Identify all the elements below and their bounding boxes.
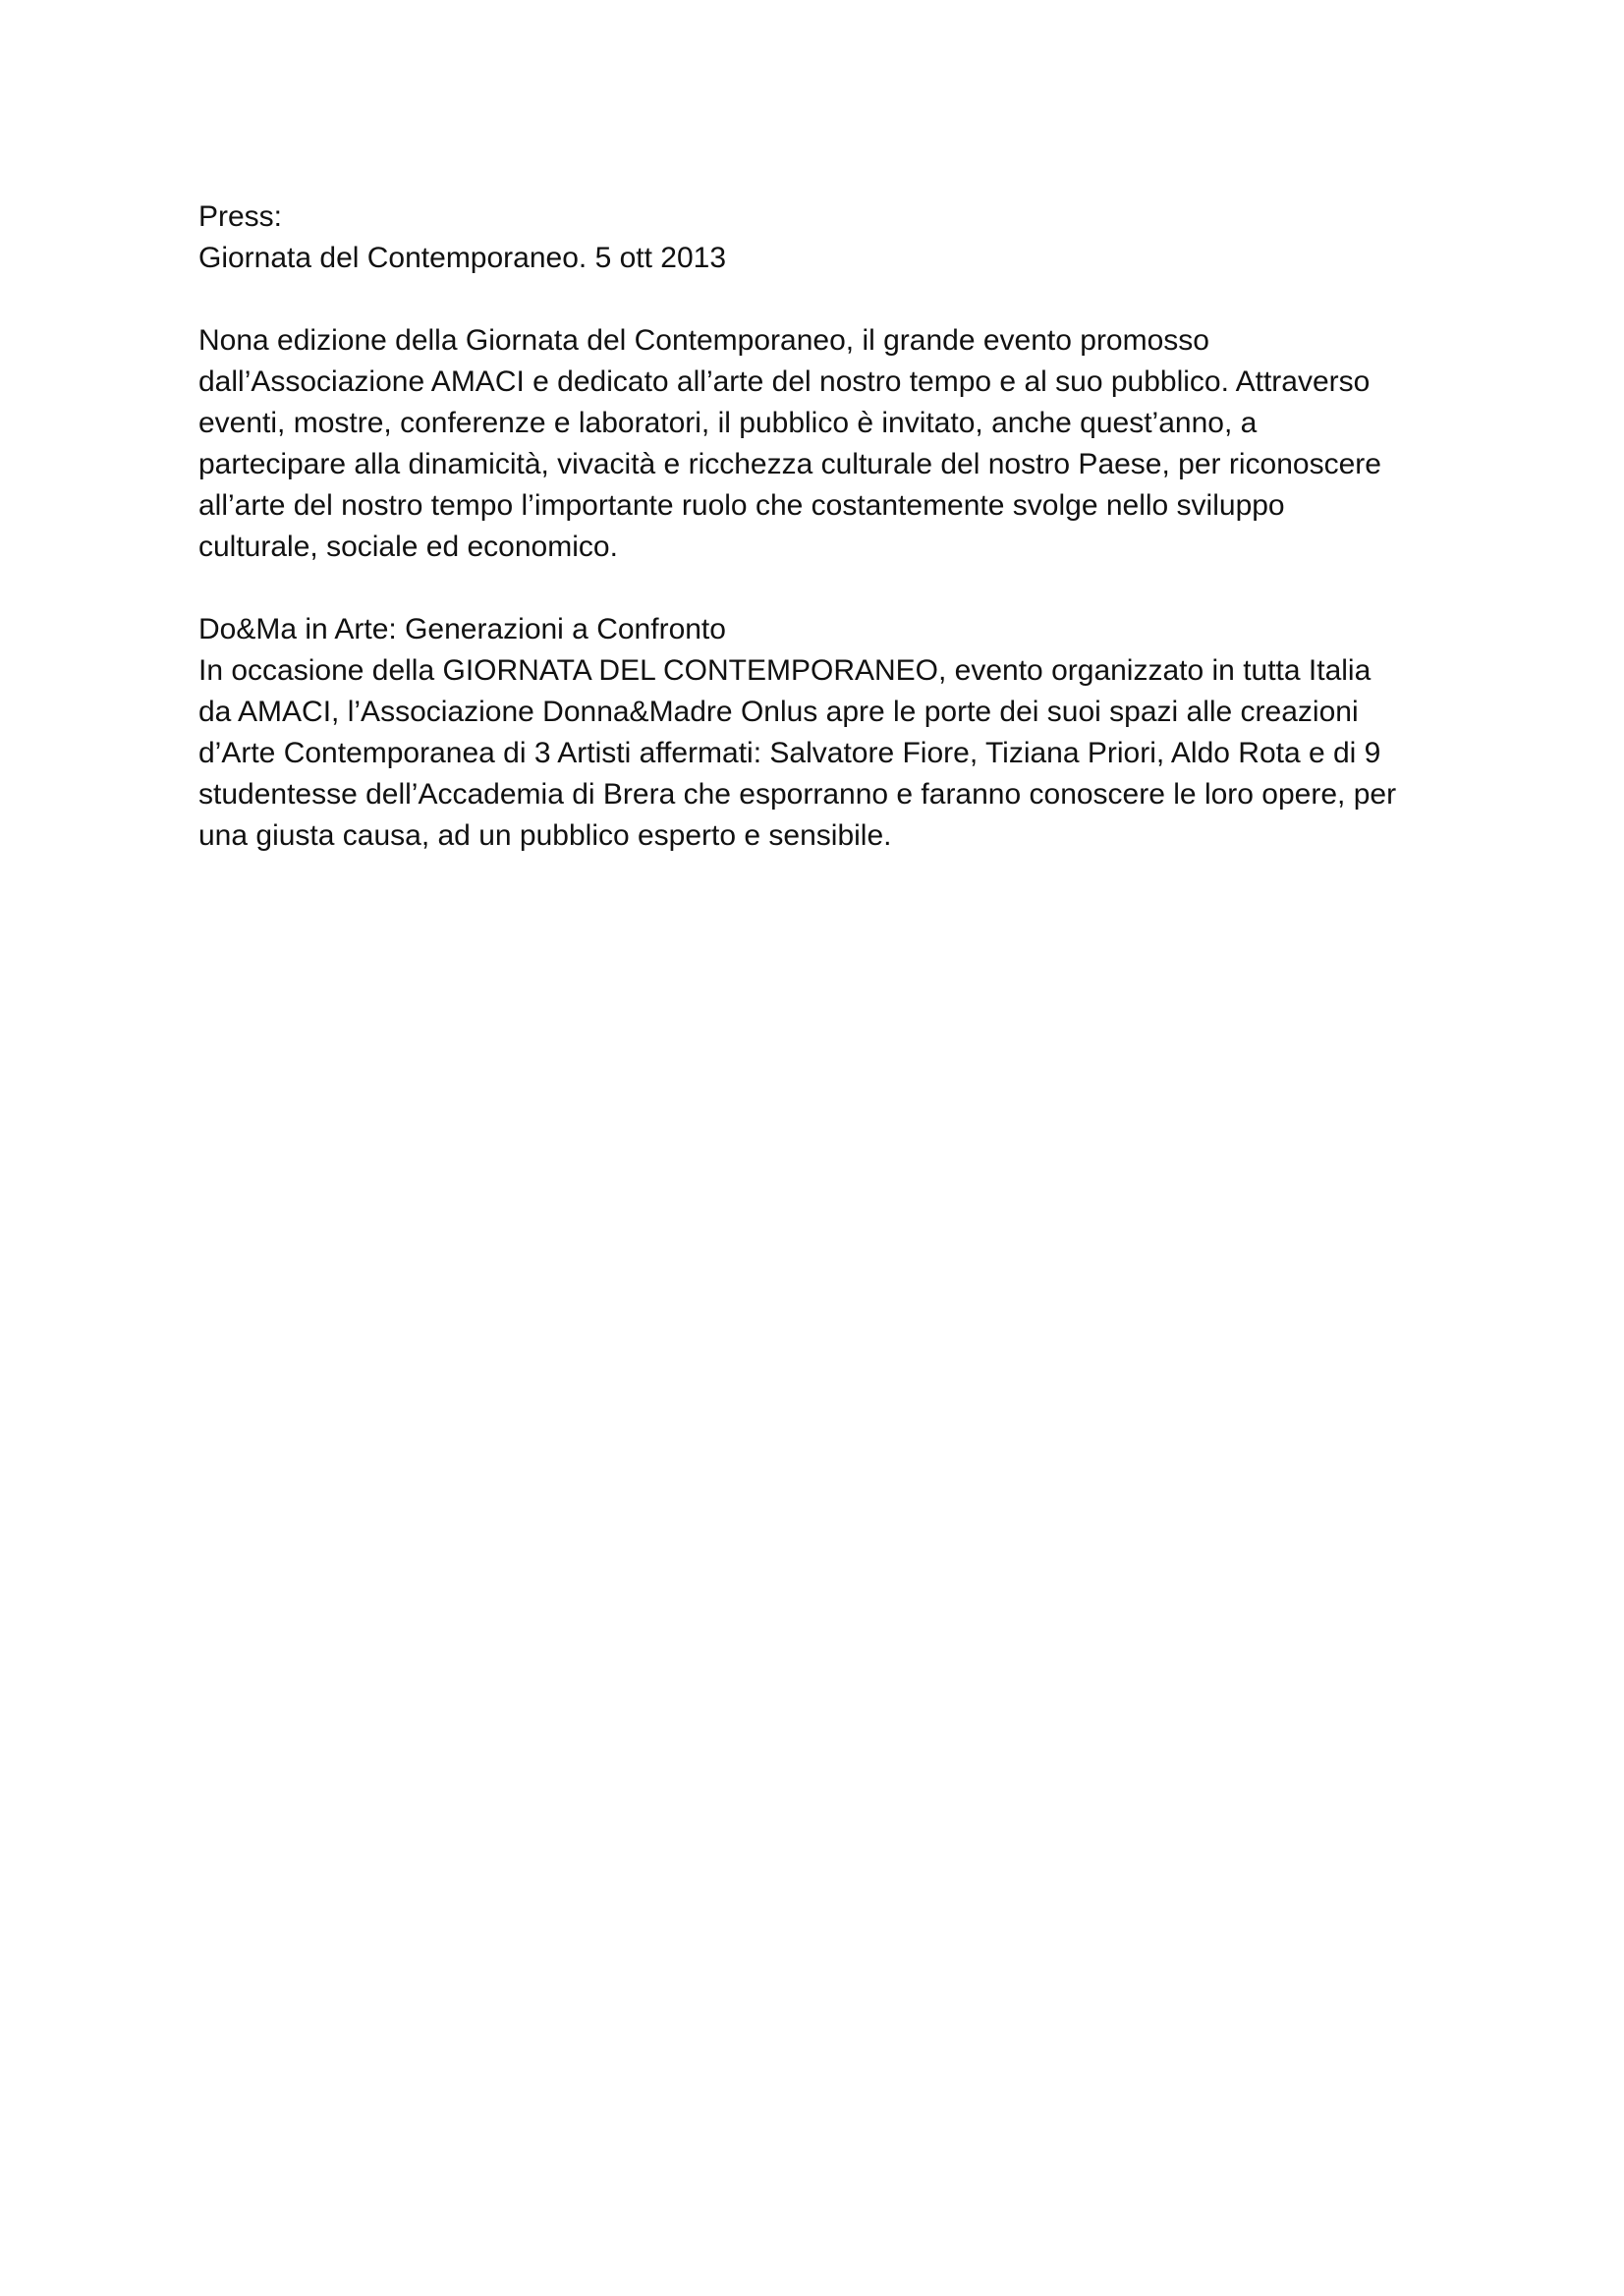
paragraph-spacer bbox=[198, 279, 1476, 320]
paragraph-spacer bbox=[198, 568, 1476, 609]
intro-line: partecipare alla dinamicità, vivacità e ricchezza culturale del nostro Paese, per riconoscere bbox=[198, 448, 1381, 480]
event-date-line: Giornata del Contemporaneo. 5 ott 2013 bbox=[198, 242, 727, 274]
section-title: Do&Ma in Arte: Generazioni a Confronto bbox=[198, 613, 726, 645]
intro-line: culturale, sociale ed economico. bbox=[198, 531, 618, 563]
document-body bbox=[198, 196, 1476, 857]
intro-line: dall’Associazione AMACI e dedicato all’arte del nostro tempo e al suo pubblico. Attraverso bbox=[198, 365, 1371, 398]
section-line: In occasione della GIORNATA DEL CONTEMPORANEO, evento organizzato in tutta Italia bbox=[198, 654, 1372, 687]
event-section bbox=[198, 609, 1476, 857]
section-line: studentesse dell’Accademia di Brera che esporranno e faranno conoscere le loro opere, per bbox=[198, 778, 1397, 811]
section-line: una giusta causa, ad un pubblico esperto e sensibile. bbox=[198, 819, 892, 852]
intro-paragraph bbox=[198, 320, 1476, 568]
section-line: d’Arte Contemporanea di 3 Artisti affermati: Salvatore Fiore, Tiziana Priori, Aldo Rota e di 9 bbox=[198, 737, 1381, 769]
intro-line: eventi, mostre, conferenze e laboratori, il pubblico è invitato, anche quest’anno, a bbox=[198, 407, 1258, 439]
press-label: Press: bbox=[198, 200, 283, 233]
intro-line: all’arte del nostro tempo l’importante ruolo che costantemente svolge nello sviluppo bbox=[198, 489, 1285, 522]
section-line: da AMACI, l’Associazione Donna&Madre Onlus apre le porte dei suoi spazi alle creazioni bbox=[198, 696, 1359, 728]
intro-line: Nona edizione della Giornata del Contemporaneo, il grande evento promosso bbox=[198, 324, 1209, 357]
